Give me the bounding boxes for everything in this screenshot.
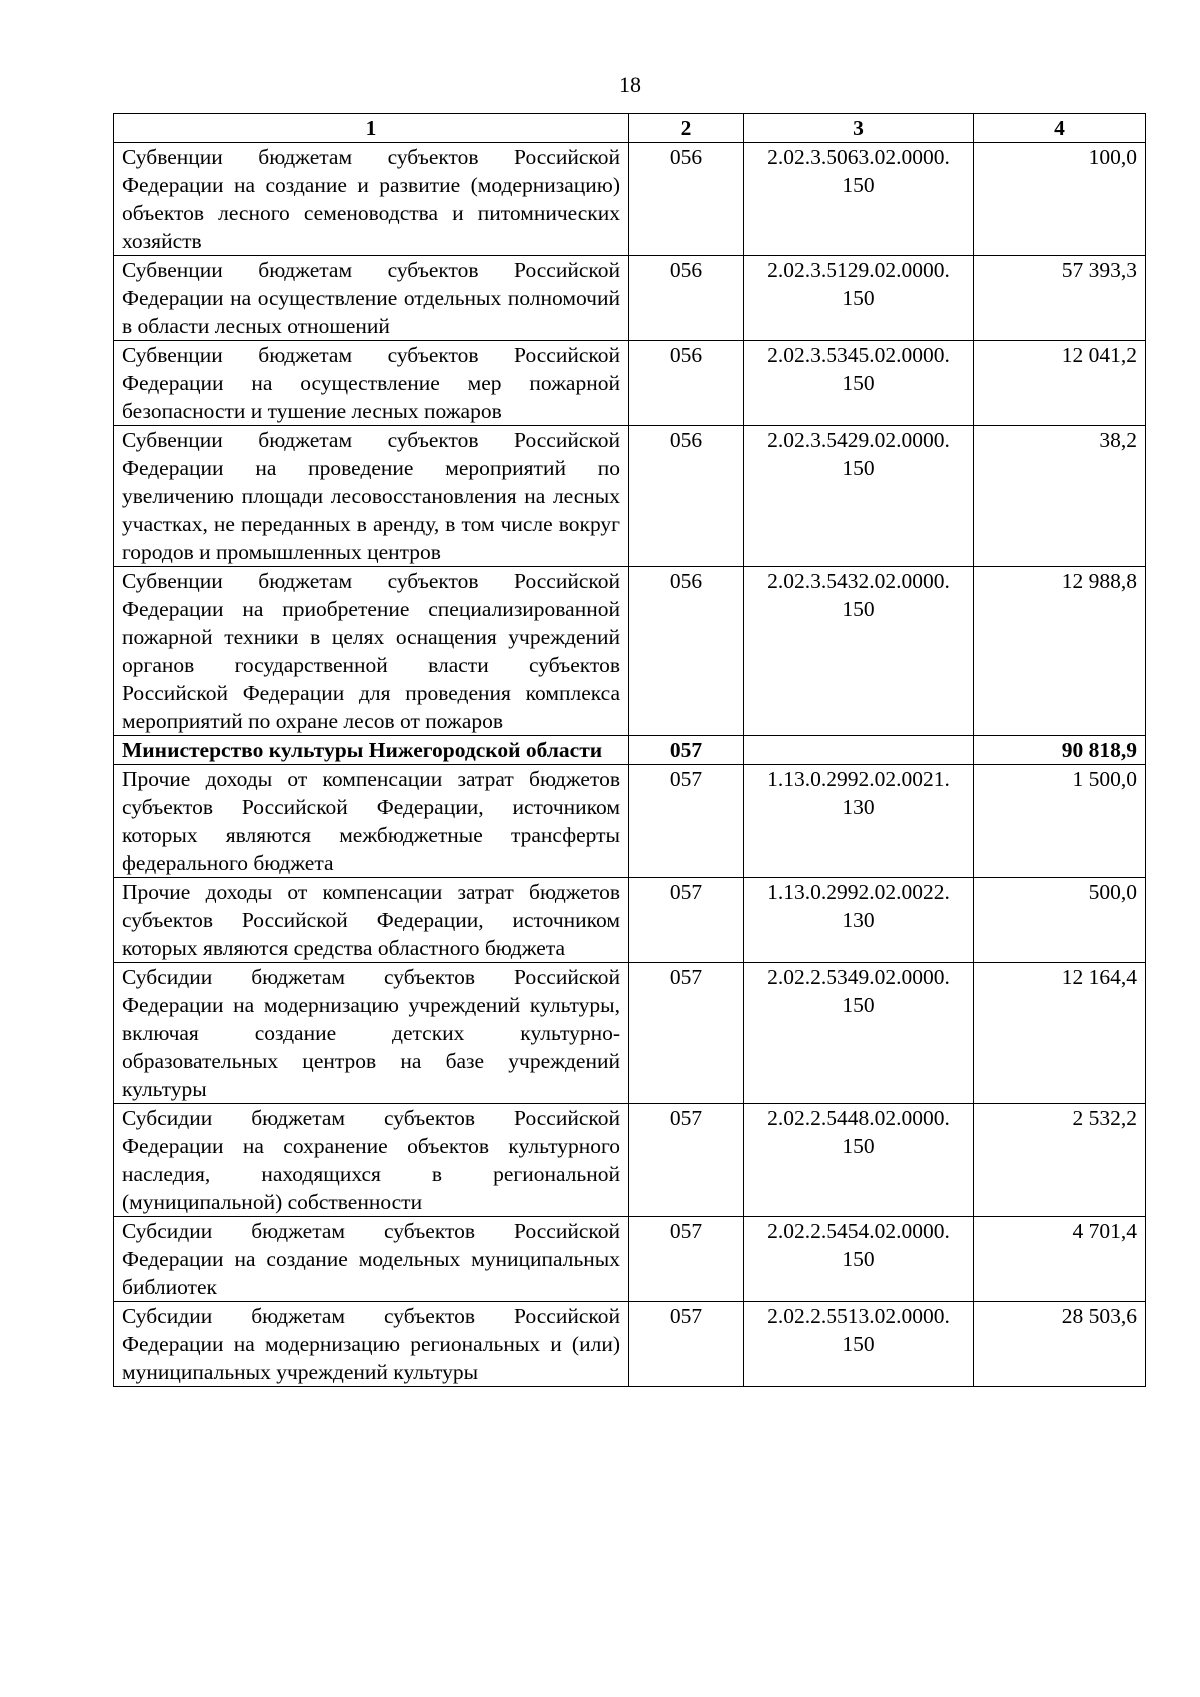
budget-classification-code-cell: 2.02.2.5349.02.0000. 150	[744, 963, 974, 1104]
table-row	[114, 567, 1146, 736]
table-row	[114, 256, 1146, 341]
table-row	[114, 1302, 1146, 1387]
amount-cell: 12 164,4	[974, 963, 1146, 1104]
table-row	[114, 426, 1146, 567]
budget-classification-code-cell: 1.13.0.2992.02.0022. 130	[744, 878, 974, 963]
administrator-code-cell: 057	[629, 1302, 744, 1387]
budget-classification-code-cell: 2.02.3.5432.02.0000. 150	[744, 567, 974, 736]
table-row	[114, 736, 1146, 765]
amount-cell: 1 500,0	[974, 765, 1146, 878]
income-name-cell: Субсидии бюджетам субъектов Российской Федерации на сохранение объектов культурного наследия, находящихся в региональной (муниципальной) собственности	[114, 1104, 629, 1217]
administrator-code-cell: 056	[629, 256, 744, 341]
income-name-cell: Субсидии бюджетам субъектов Российской Федерации на создание модельных муниципальных библиотек	[114, 1217, 629, 1302]
table-body	[114, 143, 1146, 1387]
budget-classification-code-cell: 2.02.3.5063.02.0000. 150	[744, 143, 974, 256]
income-name-cell: Прочие доходы от компенсации затрат бюджетов субъектов Российской Федерации, источником которых являются средства областного бюджета	[114, 878, 629, 963]
table-row	[114, 963, 1146, 1104]
table-row	[114, 878, 1146, 963]
amount-cell: 12 988,8	[974, 567, 1146, 736]
income-name-cell: Субвенции бюджетам субъектов Российской Федерации на осуществление мер пожарной безопасности и тушение лесных пожаров	[114, 341, 629, 426]
table-row	[114, 1104, 1146, 1217]
administrator-code-cell: 057	[629, 963, 744, 1104]
table-row	[114, 143, 1146, 256]
amount-cell: 500,0	[974, 878, 1146, 963]
administrator-code-cell: 057	[629, 1104, 744, 1217]
column-header-3: 3	[744, 114, 974, 143]
administrator-code-cell: 057	[629, 765, 744, 878]
budget-classification-code-cell	[744, 736, 974, 765]
budget-classification-code-cell: 1.13.0.2992.02.0021. 130	[744, 765, 974, 878]
page-number: 18	[619, 72, 641, 97]
amount-cell: 2 532,2	[974, 1104, 1146, 1217]
amount-cell: 38,2	[974, 426, 1146, 567]
table-header-row	[114, 114, 1146, 143]
income-name-cell: Субвенции бюджетам субъектов Российской Федерации на приобретение специализированной пожарной техники в целях оснащения учреждений органов государственной власти субъектов Российской Федерации для проведения комплекса мероприятий по охране лесов от пожаров	[114, 567, 629, 736]
budget-classification-code-cell: 2.02.2.5454.02.0000. 150	[744, 1217, 974, 1302]
income-name-cell: Прочие доходы от компенсации затрат бюджетов субъектов Российской Федерации, источником которых являются межбюджетные трансферты федерального бюджета	[114, 765, 629, 878]
administrator-code-cell: 056	[629, 567, 744, 736]
table-row	[114, 341, 1146, 426]
budget-classification-code-cell: 2.02.2.5513.02.0000. 150	[744, 1302, 974, 1387]
amount-cell: 100,0	[974, 143, 1146, 256]
table-row	[114, 1217, 1146, 1302]
budget-classification-code-cell: 2.02.2.5448.02.0000. 150	[744, 1104, 974, 1217]
administrator-code-cell: 057	[629, 878, 744, 963]
amount-cell: 4 701,4	[974, 1217, 1146, 1302]
table-row	[114, 765, 1146, 878]
budget-classification-code-cell: 2.02.3.5429.02.0000. 150	[744, 426, 974, 567]
income-name-cell: Министерство культуры Нижегородской области	[114, 736, 629, 765]
income-name-cell: Субвенции бюджетам субъектов Российской Федерации на осуществление отдельных полномочий в области лесных отношений	[114, 256, 629, 341]
budget-classification-code-cell: 2.02.3.5345.02.0000. 150	[744, 341, 974, 426]
amount-cell: 28 503,6	[974, 1302, 1146, 1387]
administrator-code-cell: 056	[629, 426, 744, 567]
income-name-cell: Субвенции бюджетам субъектов Российской Федерации на проведение мероприятий по увеличению площади лесовосстановления на лесных участках, не переданных в аренду, в том числе вокруг городов и промышленных центров	[114, 426, 629, 567]
budget-classification-code-cell: 2.02.3.5129.02.0000. 150	[744, 256, 974, 341]
income-name-cell: Субвенции бюджетам субъектов Российской Федерации на создание и развитие (модернизацию) объектов лесного семеноводства и питомнических хозяйств	[114, 143, 629, 256]
administrator-code-cell: 056	[629, 341, 744, 426]
income-name-cell: Субсидии бюджетам субъектов Российской Федерации на модернизацию учреждений культуры, включая создание детских культурно-образовательных центров на базе учреждений культуры	[114, 963, 629, 1104]
administrator-code-cell: 056	[629, 143, 744, 256]
amount-cell: 57 393,3	[974, 256, 1146, 341]
administrator-code-cell: 057	[629, 1217, 744, 1302]
budget-table	[113, 113, 1146, 1387]
income-name-cell: Субсидии бюджетам субъектов Российской Федерации на модернизацию региональных и (или) муниципальных учреждений культуры	[114, 1302, 629, 1387]
amount-cell: 12 041,2	[974, 341, 1146, 426]
column-header-4: 4	[974, 114, 1146, 143]
amount-cell: 90 818,9	[974, 736, 1146, 765]
column-header-2: 2	[629, 114, 744, 143]
administrator-code-cell: 057	[629, 736, 744, 765]
column-header-1: 1	[114, 114, 629, 143]
